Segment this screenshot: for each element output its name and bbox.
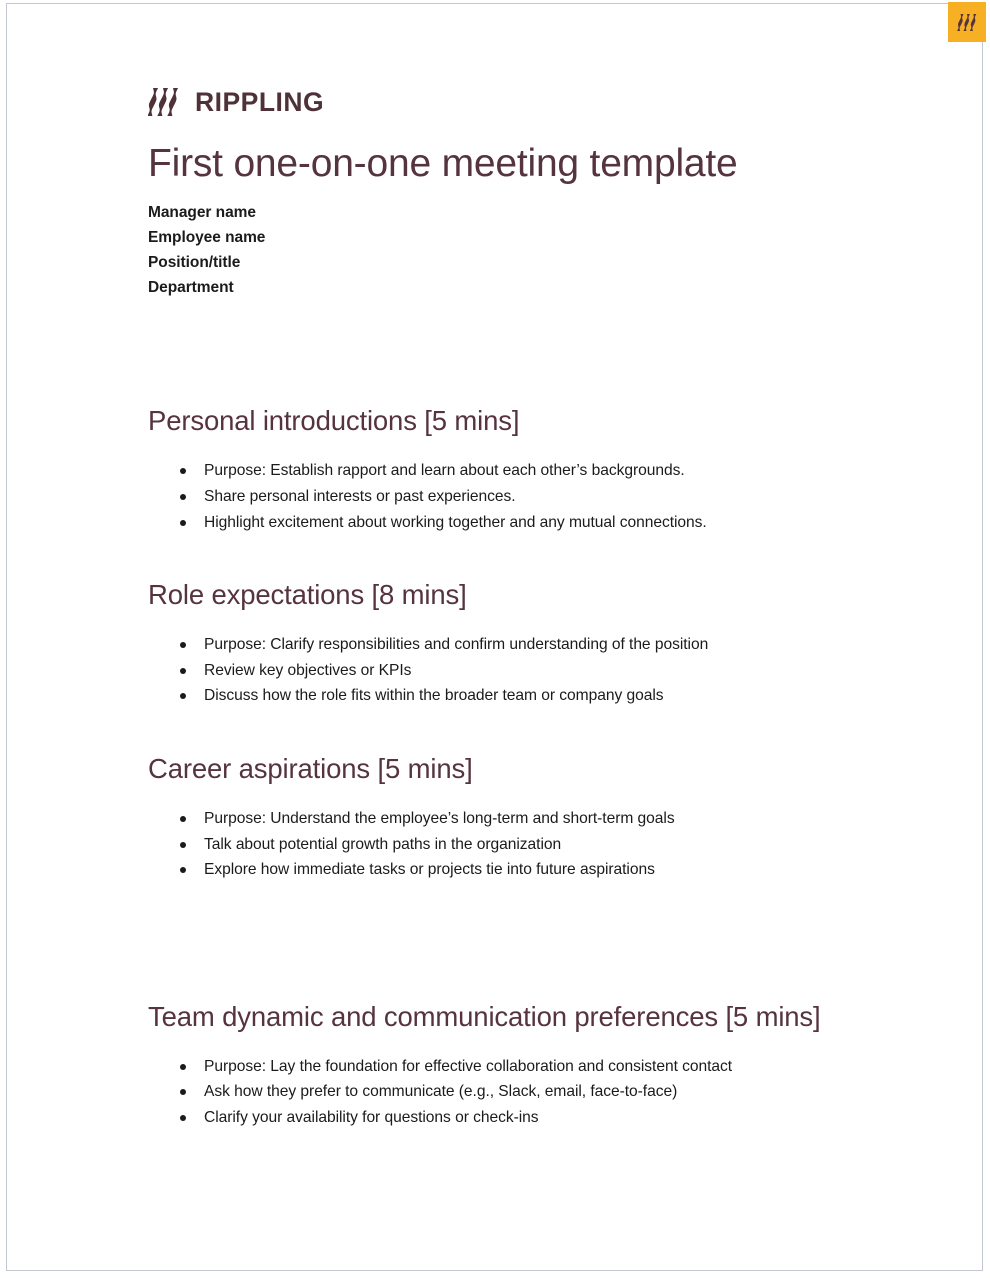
list-item-text: Ask how they prefer to communicate (e.g., Slack, email, face-to-face) bbox=[204, 1083, 678, 1101]
list-item-text: Share personal interests or past experiences. bbox=[204, 488, 516, 506]
agenda-sections bbox=[148, 300, 938, 1130]
section-bullet-list bbox=[148, 1033, 938, 1131]
rippling-corner-badge[interactable] bbox=[948, 2, 986, 42]
bullet-dot-icon bbox=[180, 520, 186, 526]
section-heading: Team dynamic and communication preferences [5 mins] bbox=[148, 1000, 821, 1032]
rippling-mark-icon bbox=[957, 14, 978, 31]
list-item-text: Discuss how the role fits within the broader team or company goals bbox=[204, 687, 664, 705]
list-item bbox=[148, 1079, 938, 1105]
bullet-dot-icon bbox=[180, 468, 186, 474]
list-item bbox=[148, 857, 938, 883]
section-career-aspirations bbox=[148, 752, 938, 883]
bullet-dot-icon bbox=[180, 816, 186, 822]
meta-fields bbox=[148, 186, 938, 300]
bullet-dot-icon bbox=[180, 867, 186, 873]
list-item-text: Purpose: Understand the employee’s long-term and short-term goals bbox=[204, 810, 675, 828]
bullet-dot-icon bbox=[180, 1115, 186, 1121]
meta-line-manager-name: Manager name bbox=[148, 204, 256, 222]
list-item-text: Purpose: Establish rapport and learn about each other’s backgrounds. bbox=[204, 462, 685, 480]
section-team-dynamic-and-communication-preferences bbox=[148, 1000, 938, 1131]
list-item-text: Clarify your availability for questions or check-ins bbox=[204, 1108, 539, 1126]
section-heading: Career aspirations [5 mins] bbox=[148, 753, 473, 785]
list-item bbox=[148, 510, 938, 536]
list-item bbox=[148, 484, 938, 510]
rippling-mark-icon bbox=[148, 88, 181, 116]
meta-line-employee-name: Employee name bbox=[148, 229, 266, 247]
list-item bbox=[148, 632, 938, 658]
list-item bbox=[148, 1105, 938, 1131]
list-item bbox=[148, 683, 938, 709]
section-bullet-list bbox=[148, 785, 938, 883]
list-item-text: Review key objectives or KPIs bbox=[204, 661, 412, 679]
bullet-dot-icon bbox=[180, 1064, 186, 1070]
list-item-text: Talk about potential growth paths in the organization bbox=[204, 835, 562, 853]
document-content bbox=[148, 0, 938, 1131]
list-item-text: Highlight excitement about working together and any mutual connections. bbox=[204, 513, 707, 531]
section-heading: Role expectations [8 mins] bbox=[148, 579, 467, 611]
bullet-dot-icon bbox=[180, 842, 186, 848]
meta-line-position-title: Position/title bbox=[148, 254, 241, 272]
list-item bbox=[148, 806, 938, 832]
bullet-dot-icon bbox=[180, 494, 186, 500]
list-item bbox=[148, 832, 938, 858]
list-item bbox=[148, 458, 938, 484]
meta-line-department: Department bbox=[148, 279, 234, 297]
bullet-dot-icon bbox=[180, 668, 186, 674]
list-item bbox=[148, 658, 938, 684]
list-item-text: Explore how immediate tasks or projects tie into future aspirations bbox=[204, 861, 655, 879]
section-bullet-list bbox=[148, 611, 938, 709]
list-item-text: Purpose: Clarify responsibilities and confirm understanding of the position bbox=[204, 636, 709, 654]
section-role-expectations bbox=[148, 578, 938, 709]
section-heading: Personal introductions [5 mins] bbox=[148, 405, 520, 437]
bullet-dot-icon bbox=[180, 642, 186, 648]
page-title: First one-on-one meeting template bbox=[148, 142, 738, 185]
list-item-text: Purpose: Lay the foundation for effective collaboration and consistent contact bbox=[204, 1057, 733, 1075]
list-item bbox=[148, 1054, 938, 1080]
section-bullet-list bbox=[148, 437, 938, 535]
section-personal-introductions bbox=[148, 404, 938, 535]
bullet-dot-icon bbox=[180, 693, 186, 699]
rippling-logo bbox=[148, 0, 938, 116]
bullet-dot-icon bbox=[180, 1089, 186, 1095]
rippling-wordmark: RIPPLING bbox=[195, 86, 325, 117]
